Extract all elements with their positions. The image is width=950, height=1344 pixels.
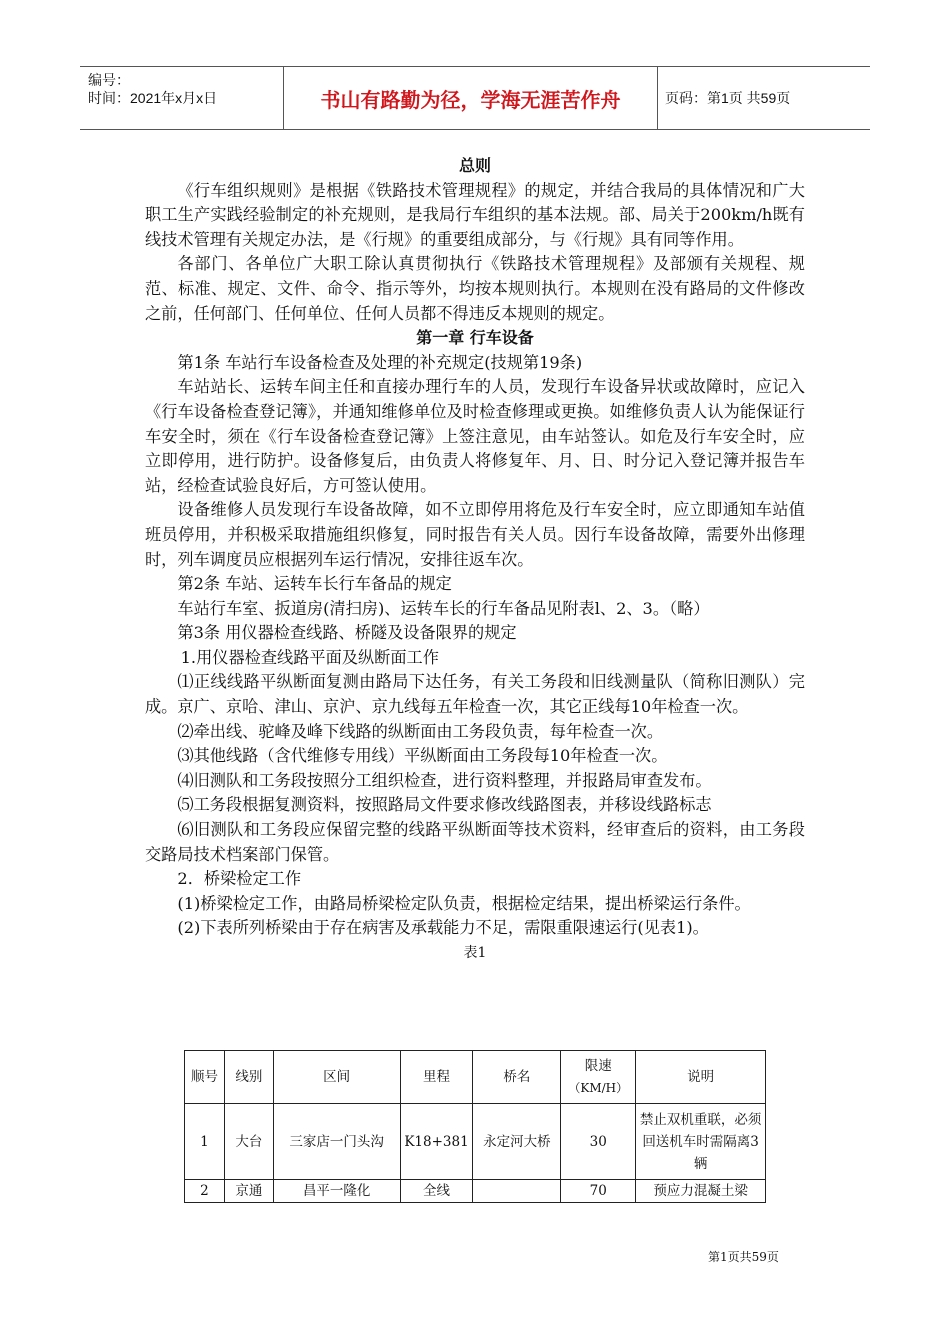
document-number-label: 编号： — [88, 72, 130, 88]
col-header-section: 区间 — [273, 1051, 400, 1104]
table-row — [185, 1104, 766, 1180]
paragraph: 设备维修人员发现行车设备故障，如不立即停用将危及行车安全时，应立即通知车站值班员停用，并积极采取措施组织修复，同时报告有关人员。因行车设备故障，需要外出修理时，列车调度员应根据列车运行情况，安排往返车次。 — [145, 500, 805, 569]
list-item: (1)桥梁检定工作，由路局桥梁检定队负责，根据检定结果，提出桥梁运行条件。 — [177, 893, 751, 913]
paragraph: 各部门、各单位广大职工除认真贯彻执行《铁路技术管理规程》及部颁有关规程、规范、标准、规定、文件、命令、指示等外，均按本规则执行。本规则在没有路局的文件修改之前，任何部门、任何单位、任何人员都不得违反本规则的规定。 — [145, 254, 805, 323]
article-title: 第2条 车站、运转车长行车备品的规定 — [177, 574, 452, 594]
cell-line: 大台 — [224, 1104, 273, 1180]
article-title: 第1条 车站行车设备检查及处理的补充规定(技规第19条) — [177, 352, 583, 372]
list-item: (2)下表所列桥梁由于存在病害及承载能力不足，需限重限速运行(见表1)。 — [177, 918, 709, 938]
subsection-title: 1.用仪器检查线路平面及纵断面工作 — [180, 647, 439, 667]
list-item: ⑹旧测队和工务段应保留完整的线路平纵断面等技术资料，经审查后的资料，由工务段交路局技术档案部门保管。 — [145, 820, 805, 864]
cell-note: 预应力混凝土梁 — [636, 1180, 766, 1203]
col-header-mileage: 里程 — [400, 1051, 473, 1104]
cell-line: 京通 — [224, 1180, 273, 1203]
table-row — [185, 1180, 766, 1203]
subsection-title: 2．桥梁检定工作 — [177, 869, 302, 889]
cell-mileage: K18+381 — [400, 1104, 473, 1180]
table-header-row — [185, 1051, 766, 1104]
list-item: ⑸工务段根据复测资料，按照路局文件要求修改线路图表，并移设线路标志 — [177, 795, 712, 815]
paragraph: 车站行车室、扳道房(清扫房)、运转车长的行车备品见附表l、2、3。（略） — [177, 598, 710, 618]
col-header-bridge: 桥名 — [473, 1051, 561, 1104]
cell-bridge: 永定河大桥 — [473, 1104, 561, 1180]
cell-limit: 70 — [561, 1180, 636, 1203]
col-header-line: 线别 — [224, 1051, 273, 1104]
header-motto: 书山有路勤为径，学海无涯苦作舟 — [283, 67, 658, 129]
cell-bridge — [473, 1180, 561, 1203]
page-header — [80, 66, 870, 130]
header-meta — [88, 71, 283, 107]
col-header-limit-line1: 限速 — [584, 1058, 612, 1074]
col-header-limit — [561, 1051, 636, 1104]
document-body — [145, 154, 805, 963]
list-item: ⑶其他线路（含代维修专用线）平纵断面由工务段每10年检查一次。 — [177, 746, 668, 766]
article-title: 第3条 用仪器检查线路、桥隧及设备限界的规定 — [177, 623, 517, 643]
cell-no: 1 — [185, 1104, 225, 1180]
header-page-number: 页码：第1页 共59页 — [665, 90, 791, 106]
cell-mileage: 全线 — [400, 1180, 473, 1203]
bridge-speed-limit-table — [184, 1050, 766, 1203]
cell-section: 昌平一隆化 — [273, 1180, 400, 1203]
document-date: 时间：2021年x月x日 — [88, 90, 218, 106]
paragraph: 《行车组织规则》是根据《铁路技术管理规程》的规定，并结合我局的具体情况和广大职工生产实践经验制定的补充规则，是我局行车组织的基本法规。部、局关于200km/h既有线技术管理有关规定办法，是《行规》的重要组成部分，与《行规》具有同等作用。 — [145, 180, 805, 249]
list-item: ⑵牵出线、驼峰及峰下线路的纵断面由工务段负责，每年检查一次。 — [177, 721, 664, 741]
list-item: ⑴正线线路平纵断面复测由路局下达任务，有关工务段和旧线测量队（简称旧测队）完成。京广、京哈、津山、京沪、京九线每五年检查一次，其它正线每10年检查一次。 — [145, 672, 805, 717]
cell-limit: 30 — [561, 1104, 636, 1180]
col-header-note: 说明 — [636, 1051, 766, 1104]
table-caption: 表1 — [463, 945, 487, 961]
chapter-title: 第一章 行车设备 — [416, 328, 534, 348]
general-title: 总则 — [458, 156, 491, 175]
cell-section: 三家店一门头沟 — [273, 1104, 400, 1180]
cell-no: 2 — [185, 1180, 225, 1203]
list-item: ⑷旧测队和工务段按照分工组织检查，进行资料整理，并报路局审查发布。 — [177, 770, 712, 790]
cell-note: 禁止双机重联，必须回送机车时需隔离3辆 — [636, 1104, 766, 1180]
paragraph: 车站站长、运转车间主任和直接办理行车的人员，发现行车设备异状或故障时，应记入《行车设备检查登记簿》，并通知维修单位及时检查修理或更换。如维修负责人认为能保证行车安全时，须在《行车设备检查登记簿》上签注意见，由车站签认。如危及行车安全时，应立即停用，进行防护。设备修复后，由负责人将修复年、月、日、时分记入登记簿并报告车站，经检查试验良好后，方可签认使用。 — [145, 377, 805, 495]
page-footer: 第1页共59页 — [708, 1250, 779, 1264]
col-header-no: 顺号 — [185, 1051, 225, 1104]
col-header-limit-line2: （KM/H） — [568, 1081, 629, 1095]
